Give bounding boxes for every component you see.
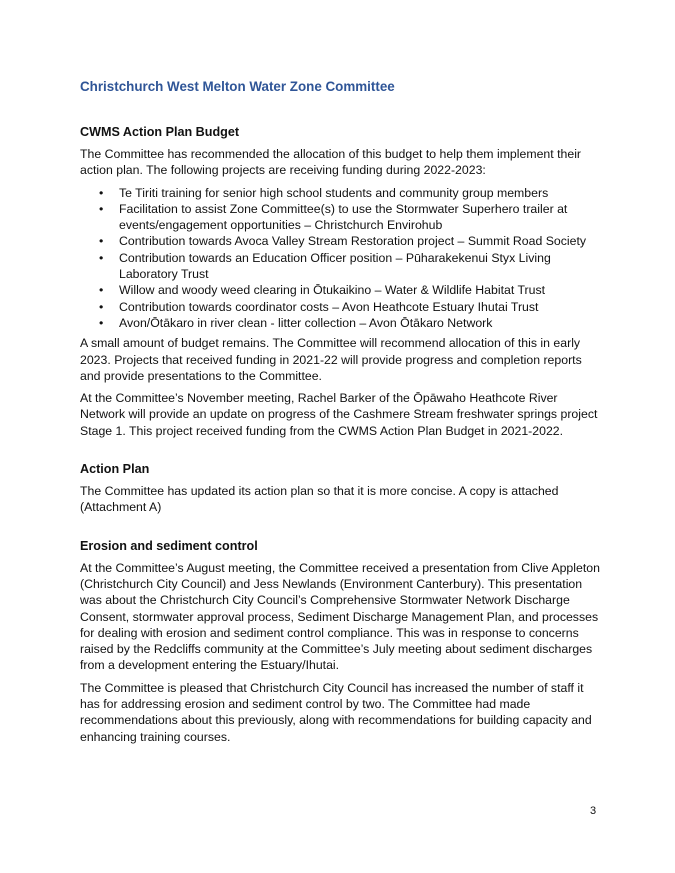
page-number: 3 — [590, 805, 597, 817]
section-heading-action-plan: Action Plan — [80, 462, 150, 477]
list-item — [80, 233, 600, 249]
section-spacer — [80, 522, 600, 538]
list-item — [80, 299, 600, 315]
erosion-paragraph-1: At the Committee’s August meeting, the Committee received a presentation from Clive Appleton (Christchurch City Council) and Jess Newlands (Environment Canterbury). This presentation was about the Christchurch City Council’s Comprehensive Stormwater Network Discharge Consent, stormwater approval process, Sediment Discharge Management Plan, and processes for dealing with erosion and sediment control compliance. This was in response to concerns raised by the Redcliffs community at the Committee’s July meeting about sediment discharges from a development entering the Estuary/Ihutai. — [80, 560, 600, 673]
list-item — [80, 315, 600, 331]
bullet-icon: • — [99, 201, 104, 216]
list-item-text: Contribution towards an Education Officer position – Pūharakekenui Styx Living Laboratory Trust — [119, 250, 551, 282]
list-item-text: Contribution towards coordinator costs – Avon Heathcote Estuary Ihutai Trust — [119, 299, 539, 314]
bullet-icon: • — [99, 283, 104, 298]
bullet-icon: • — [99, 250, 104, 265]
budget-intro-paragraph: The Committee has recommended the allocation of this budget to help them implement their action plan. The following projects are receiving funding during 2022-2023: — [80, 147, 582, 178]
action-plan-section — [80, 461, 600, 516]
section-heading-budget: CWMS Action Plan Budget — [80, 125, 240, 139]
bullet-icon: • — [99, 315, 104, 330]
erosion-section — [80, 538, 600, 745]
document-title: Christchurch West Melton Water Zone Committee — [80, 79, 395, 94]
erosion-paragraph-2: The Committee is pleased that Christchurch City Council has increased the number of staff it has for addressing erosion and sediment control by two. The Committee had made recommendations about this previously, along with recommendations for building capacity and enhancing training courses. — [80, 680, 592, 744]
list-item-text: Willow and woody weed clearing in Ōtukaikino – Water & Wildlife Habitat Trust — [119, 283, 546, 298]
list-item — [80, 201, 600, 234]
list-item — [80, 282, 600, 298]
list-item-text: Te Tiriti training for senior high school students and community group members — [119, 185, 549, 200]
list-item-text: Contribution towards Avoca Valley Stream Restoration project – Summit Road Society — [119, 234, 587, 249]
list-item-text: Facilitation to assist Zone Committee(s) to use the Stormwater Superhero trailer at events/engagement opportunities – Christchurch Envirohub — [119, 201, 568, 233]
bullet-icon: • — [99, 299, 104, 314]
bullet-icon: • — [99, 234, 104, 249]
budget-section — [80, 124, 600, 439]
november-meeting-paragraph: At the Committee’s November meeting, Rachel Barker of the Ōpāwaho Heathcote River Network will provide an update on progress of the Cashmere Stream freshwater springs project Stage 1. This project received funding from the CWMS Action Plan Budget in 2021-2022. — [80, 391, 598, 438]
document-body — [80, 124, 600, 751]
section-heading-erosion: Erosion and sediment control — [80, 538, 258, 553]
bullet-icon: • — [99, 185, 104, 200]
budget-remaining-paragraph: A small amount of budget remains. The Committee will recommend allocation of this in early 2023. Projects that received funding in 2021-22 will provide progress and completion reports and provide presentations to the Committee. — [80, 336, 582, 383]
funded-projects-list — [80, 185, 600, 332]
list-item-text: Avon/Ōtākaro in river clean - litter collection – Avon Ōtākaro Network — [119, 315, 493, 330]
section-spacer — [80, 445, 600, 461]
list-item — [80, 185, 600, 201]
list-item — [80, 250, 600, 283]
action-plan-paragraph: The Committee has updated its action plan so that it is more concise. A copy is attached (Attachment A) — [80, 484, 559, 515]
